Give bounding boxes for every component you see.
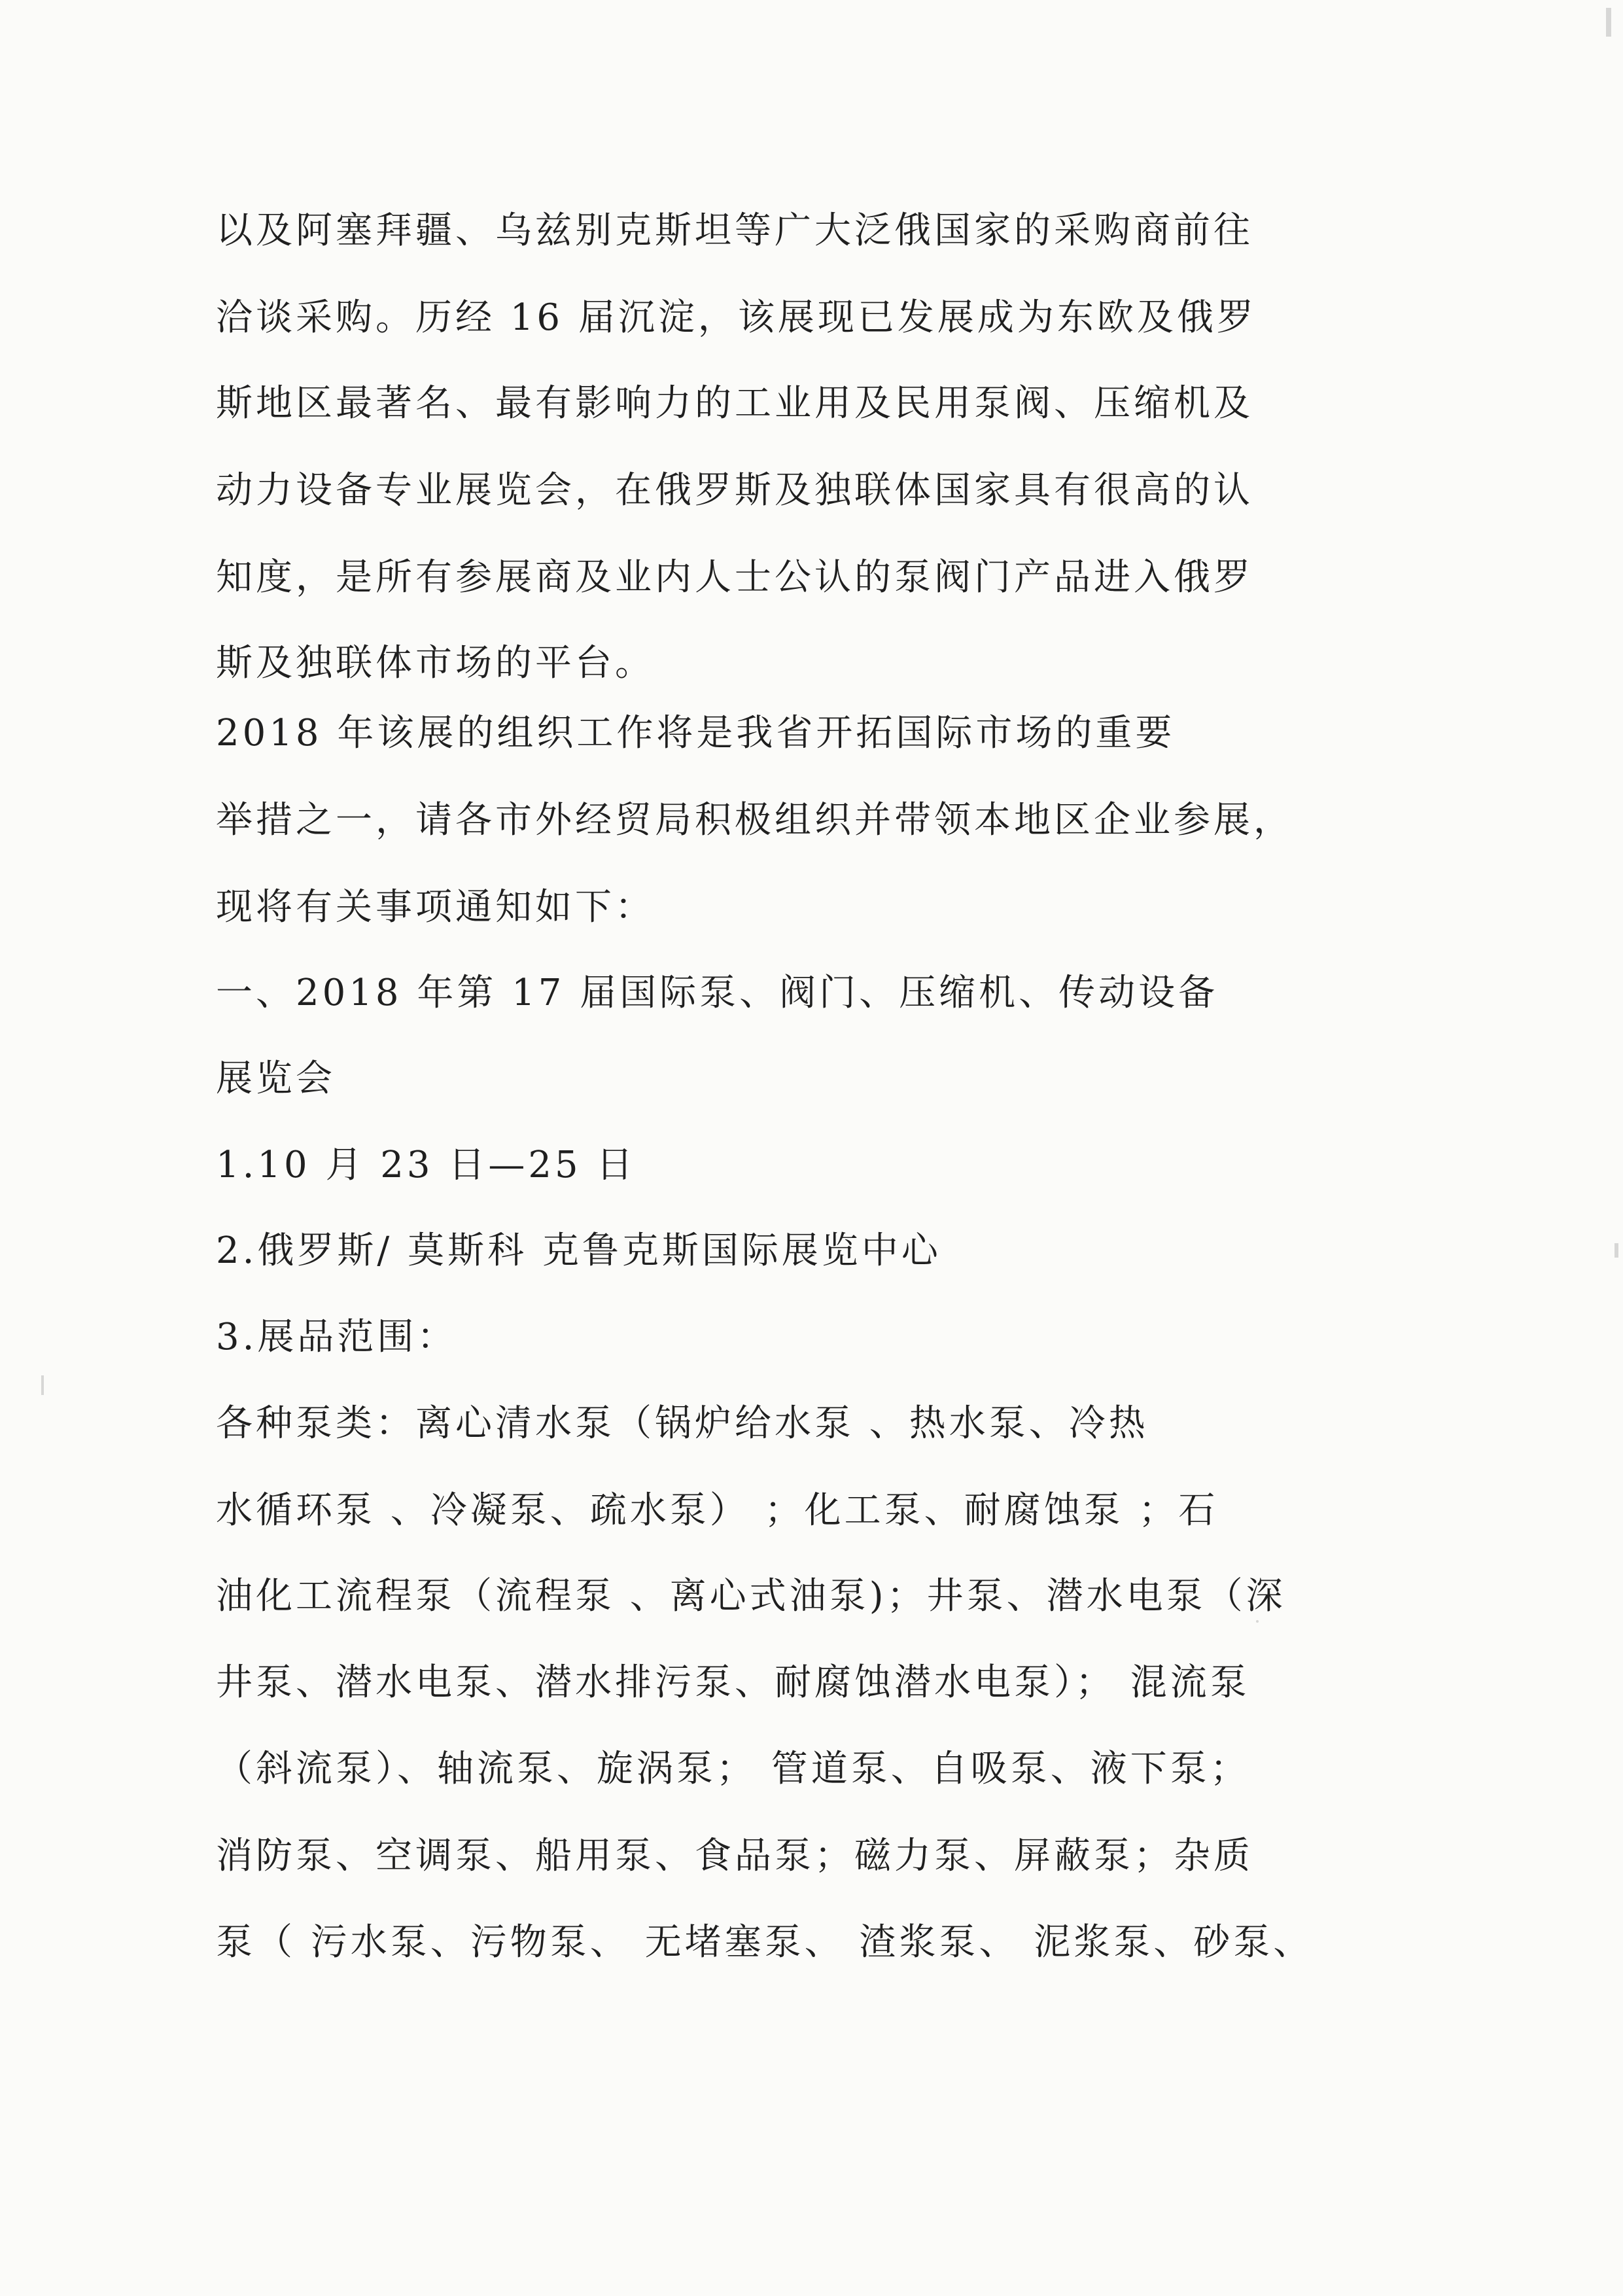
text-line-5: 知度，是所有参展商及业内人士公认的泵阀门产品进入俄罗 xyxy=(216,556,1253,599)
text-line-6: 斯及独联体市场的平台。 xyxy=(216,642,655,684)
text-line-3: 斯地区最著名、最有影响力的工业用及民用泵阀、压缩机及 xyxy=(216,382,1253,425)
text-line-13: 2.俄罗斯/ 莫斯科 克鲁克斯国际展览中心 xyxy=(216,1229,941,1272)
text-line-14: 3.展品范围： xyxy=(216,1316,457,1358)
text-line-7: 2018 年该展的组织工作将是我省开拓国际市场的重要 xyxy=(216,712,1176,754)
text-line-9: 现将有关事项通知如下： xyxy=(216,886,655,928)
text-line-18: 井泵、潜水电泵、潜水排污泵、耐腐蚀潜水电泵）； 混流泵 xyxy=(216,1661,1250,1704)
text-line-11: 展览会 xyxy=(216,1057,336,1100)
text-line-12: 1.10 月 23 日—25 日 xyxy=(216,1144,637,1186)
text-line-16: 水循环泵 、冷凝泵、疏水泵） ；化工泵、耐腐蚀泵 ；石 xyxy=(216,1489,1219,1532)
text-line-21: 泵（ 污水泵、污物泵、 无堵塞泵、 渣浆泵、 泥浆泵、砂泵、 xyxy=(216,1921,1314,1964)
scan-dust-mark xyxy=(1256,1620,1259,1623)
text-line-8: 举措之一，请各市外经贸局积极组织并带领本地区企业参展， xyxy=(216,799,1293,841)
text-line-15: 各种泵类：离心清水泵（锅炉给水泵 、热水泵、冷热 xyxy=(216,1402,1149,1445)
text-line-4: 动力设备专业展览会，在俄罗斯及独联体国家具有很高的认 xyxy=(216,469,1253,512)
scan-edge-mark xyxy=(1606,8,1611,37)
text-line-17: 油化工流程泵（流程泵 、离心式油泵)；井泵、潜水电泵（深 xyxy=(216,1575,1286,1617)
text-line-1: 以及阿塞拜疆、乌兹别克斯坦等广大泛俄国家的采购商前往 xyxy=(216,209,1253,252)
scan-edge-mark xyxy=(1614,1243,1618,1258)
text-line-2: 洽谈采购。历经 16 届沉淀，该展现已发展成为东欧及俄罗 xyxy=(216,296,1257,339)
text-line-19: （斜流泵）、轴流泵、旋涡泵； 管道泵、自吸泵、液下泵； xyxy=(216,1748,1250,1790)
scan-edge-mark xyxy=(41,1375,44,1395)
text-line-20: 消防泵、空调泵、船用泵、食品泵；磁力泵、屏蔽泵；杂质 xyxy=(216,1835,1253,1877)
text-line-10: 一、2018 年第 17 届国际泵、阀门、压缩机、传动设备 xyxy=(216,972,1219,1014)
